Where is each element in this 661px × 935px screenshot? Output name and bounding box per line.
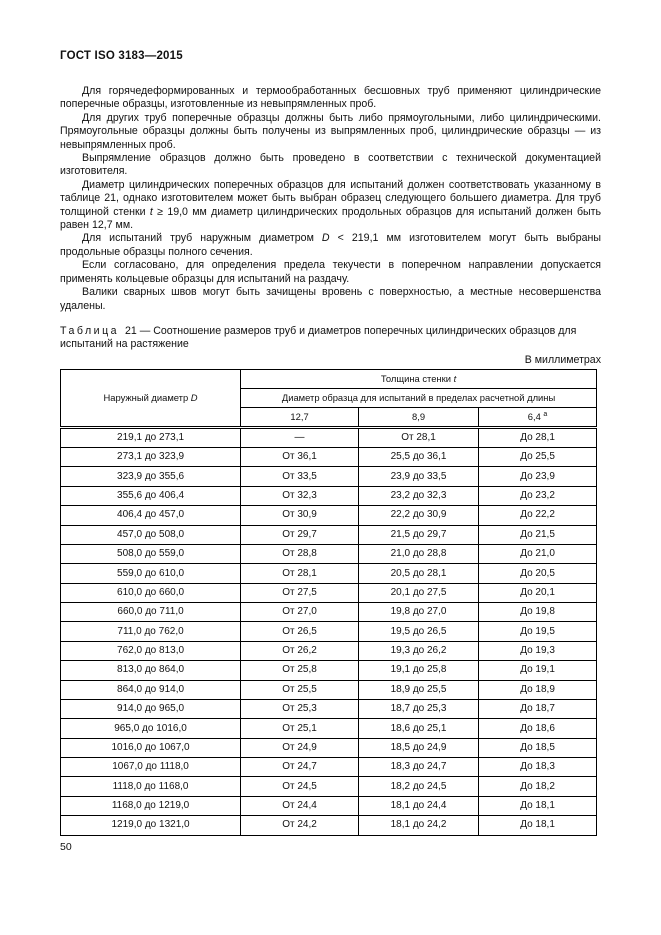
table-row	[61, 467, 597, 486]
table-cell: 18,9 до 25,5	[359, 680, 479, 699]
paragraph-text: Для испытаний труб наружным диаметром	[82, 232, 322, 245]
table-cell: 25,5 до 36,1	[359, 448, 479, 467]
table-cell: 711,0 до 762,0	[61, 622, 241, 641]
table-caption	[60, 325, 601, 352]
header-wall-thickness-text: Толщина стенки	[380, 373, 454, 385]
table-cell: 23,9 до 33,5	[359, 467, 479, 486]
header-outer-diameter-text: Наружный диаметр	[103, 392, 191, 404]
table-row	[61, 525, 597, 544]
table-cell: 18,7 до 25,3	[359, 699, 479, 718]
table-cell: 1016,0 до 1067,0	[61, 738, 241, 757]
table-cell: От 24,9	[241, 738, 359, 757]
table-row	[61, 622, 597, 641]
table-cell: От 25,8	[241, 661, 359, 680]
table-row	[61, 816, 597, 835]
table-cell: От 24,5	[241, 777, 359, 796]
table-cell: 762,0 до 813,0	[61, 641, 241, 660]
table-row	[61, 680, 597, 699]
table-cell: От 28,8	[241, 544, 359, 563]
table-cell: От 36,1	[241, 448, 359, 467]
table-row	[61, 641, 597, 660]
table-cell: 273,1 до 323,9	[61, 448, 241, 467]
header-outer-diameter-variable: D	[190, 392, 198, 404]
table-row	[61, 661, 597, 680]
body-paragraph	[60, 85, 601, 112]
table-cell: 355,6 до 406,4	[61, 486, 241, 505]
table-cell: —	[241, 427, 359, 447]
table-cell: До 18,2	[479, 777, 597, 796]
header-wall-thickness	[241, 369, 597, 388]
table-cell: 406,4 до 457,0	[61, 506, 241, 525]
table-row	[61, 583, 597, 602]
header-outer-diameter	[61, 369, 241, 427]
table-cell: До 19,5	[479, 622, 597, 641]
table-row	[61, 738, 597, 757]
table-cell: До 18,9	[479, 680, 597, 699]
table-row	[61, 564, 597, 583]
table-cell: От 27,5	[241, 583, 359, 602]
table-cell: От 25,1	[241, 719, 359, 738]
table-cell: От 32,3	[241, 486, 359, 505]
table-cell: До 23,2	[479, 486, 597, 505]
table-cell: 21,0 до 28,8	[359, 544, 479, 563]
header-specimen-diameter: Диаметр образца для испытаний в пределах расчетной длины	[241, 388, 597, 407]
table-row	[61, 427, 597, 447]
table-row	[61, 719, 597, 738]
table-cell: 914,0 до 965,0	[61, 699, 241, 718]
table-cell: От 24,4	[241, 796, 359, 815]
table-cell: 20,1 до 27,5	[359, 583, 479, 602]
table-cell: 21,5 до 29,7	[359, 525, 479, 544]
table-cell: 660,0 до 711,0	[61, 603, 241, 622]
variable-symbol: D	[321, 232, 330, 245]
footnote-marker: a	[543, 411, 548, 419]
paragraph-text: Выпрямление образцов должно быть проведено в соответствии с технической документацией изготовителя.	[60, 152, 601, 178]
paragraph-text: Для других труб поперечные образцы должны быть либо прямоугольными, либо цилиндрическими. Прямоугольные образцы должны быть получены из выпрямленных проб, цилиндрические образцы — из невыпрямленных проб.	[60, 111, 601, 151]
document-header: ГОСТ ISO 3183—2015	[60, 50, 183, 62]
table-cell: До 19,3	[479, 641, 597, 660]
table-cell: 864,0 до 914,0	[61, 680, 241, 699]
table-row	[61, 777, 597, 796]
table-cell: 19,1 до 25,8	[359, 661, 479, 680]
table-cell: От 28,1	[241, 564, 359, 583]
table-cell: До 18,1	[479, 816, 597, 835]
table-cell: 323,9 до 355,6	[61, 467, 241, 486]
table-cell: До 25,5	[479, 448, 597, 467]
table-cell: 610,0 до 660,0	[61, 583, 241, 602]
table-cell: 219,1 до 273,1	[61, 427, 241, 447]
units-note: В миллиметрах	[524, 353, 601, 366]
table-row	[61, 448, 597, 467]
table-cell: До 18,3	[479, 758, 597, 777]
table-cell: 19,3 до 26,2	[359, 641, 479, 660]
table-cell: До 28,1	[479, 427, 597, 447]
table-cell: От 26,2	[241, 641, 359, 660]
table-cell: 23,2 до 32,3	[359, 486, 479, 505]
table-cell: От 30,9	[241, 506, 359, 525]
table-row	[61, 486, 597, 505]
table-cell: До 21,5	[479, 525, 597, 544]
body-text	[60, 85, 601, 313]
table-row	[61, 506, 597, 525]
table-cell: 965,0 до 1016,0	[61, 719, 241, 738]
specimen-diameter-table	[60, 369, 597, 836]
table-cell: 18,1 до 24,2	[359, 816, 479, 835]
body-paragraph	[60, 286, 601, 313]
header-subcol-12-7: 12,7	[241, 407, 359, 427]
table-cell: До 18,1	[479, 796, 597, 815]
header-wall-thickness-variable: t	[453, 373, 457, 385]
table-cell: От 33,5	[241, 467, 359, 486]
body-paragraph	[60, 232, 601, 259]
table-caption-label: Таблица	[60, 324, 120, 337]
body-paragraph	[60, 179, 601, 233]
table-row	[61, 544, 597, 563]
table-cell: 1219,0 до 1321,0	[61, 816, 241, 835]
paragraph-text: ≥ 19,0 мм диаметр цилиндрических продольных образцов для испытаний должен быть равен 12,7 мм.	[60, 205, 601, 232]
body-paragraph	[60, 152, 601, 179]
table-cell: До 19,8	[479, 603, 597, 622]
header-subcol-6-4-text: 6,4	[527, 411, 541, 423]
table-cell: От 25,5	[241, 680, 359, 699]
table-row	[61, 603, 597, 622]
table-cell: 457,0 до 508,0	[61, 525, 241, 544]
body-paragraph	[60, 112, 601, 152]
table-row	[61, 758, 597, 777]
paragraph-text: Если согласовано, для определения предела текучести в поперечном направлении допускается применять кольцевые образцы для испытаний на раздачу.	[60, 259, 601, 285]
table-cell: До 21,0	[479, 544, 597, 563]
header-subcol-6-4	[479, 407, 597, 427]
paragraph-text: < 219,1 мм изготовителем могут быть выбраны продольные образцы полного сечения.	[60, 232, 601, 258]
table-cell: До 20,5	[479, 564, 597, 583]
table-cell: До 18,5	[479, 738, 597, 757]
table-cell: 508,0 до 559,0	[61, 544, 241, 563]
table-cell: От 24,7	[241, 758, 359, 777]
table-caption-number: 21	[124, 324, 137, 337]
table-header	[61, 369, 597, 427]
table-cell: До 23,9	[479, 467, 597, 486]
paragraph-text: Валики сварных швов могут быть зачищены вровень с поверхностью, а местные несовершенства удалены.	[60, 286, 601, 312]
table-cell: 813,0 до 864,0	[61, 661, 241, 680]
table-cell: 22,2 до 30,9	[359, 506, 479, 525]
table-cell: От 25,3	[241, 699, 359, 718]
table-cell: До 22,2	[479, 506, 597, 525]
table-cell: 20,5 до 28,1	[359, 564, 479, 583]
table-cell: 1067,0 до 1118,0	[61, 758, 241, 777]
table-cell: До 18,6	[479, 719, 597, 738]
table-cell: До 18,7	[479, 699, 597, 718]
variable-symbol: t	[149, 205, 153, 218]
table-cell: 18,5 до 24,9	[359, 738, 479, 757]
table-cell: 18,2 до 24,5	[359, 777, 479, 796]
page-number: 50	[60, 840, 72, 853]
table-caption-text: Соотношение размеров труб и диаметров поперечных цилиндрических образцов для испытаний на растяжение	[60, 324, 577, 351]
table-cell: От 26,5	[241, 622, 359, 641]
table-cell: От 27,0	[241, 603, 359, 622]
table-cell: 19,8 до 27,0	[359, 603, 479, 622]
table-cell: 1168,0 до 1219,0	[61, 796, 241, 815]
table-row	[61, 796, 597, 815]
paragraph-text: Диаметр цилиндрических поперечных образцов для испытаний должен соответствовать указанному в таблице 21, однако изготовителем может быть выбран образец следующего большего диаметра. Для труб толщиной стенки	[60, 178, 601, 218]
table-row	[61, 699, 597, 718]
table-cell: 19,5 до 26,5	[359, 622, 479, 641]
table-cell: До 20,1	[479, 583, 597, 602]
table-caption-dash: —	[139, 324, 151, 337]
table-body	[61, 427, 597, 835]
table-cell: До 19,1	[479, 661, 597, 680]
table-cell: От 28,1	[359, 427, 479, 447]
body-paragraph	[60, 259, 601, 286]
table-cell: 18,3 до 24,7	[359, 758, 479, 777]
table-cell: 1118,0 до 1168,0	[61, 777, 241, 796]
table-cell: От 24,2	[241, 816, 359, 835]
table-cell: 18,6 до 25,1	[359, 719, 479, 738]
table-cell: От 29,7	[241, 525, 359, 544]
table-cell: 18,1 до 24,4	[359, 796, 479, 815]
header-subcol-8-9: 8,9	[359, 407, 479, 427]
paragraph-text: Для горячедеформированных и термообработанных бесшовных труб применяют цилиндрические поперечные образцы, изготовленные из невыпрямленных проб.	[60, 85, 601, 111]
table-cell: 559,0 до 610,0	[61, 564, 241, 583]
